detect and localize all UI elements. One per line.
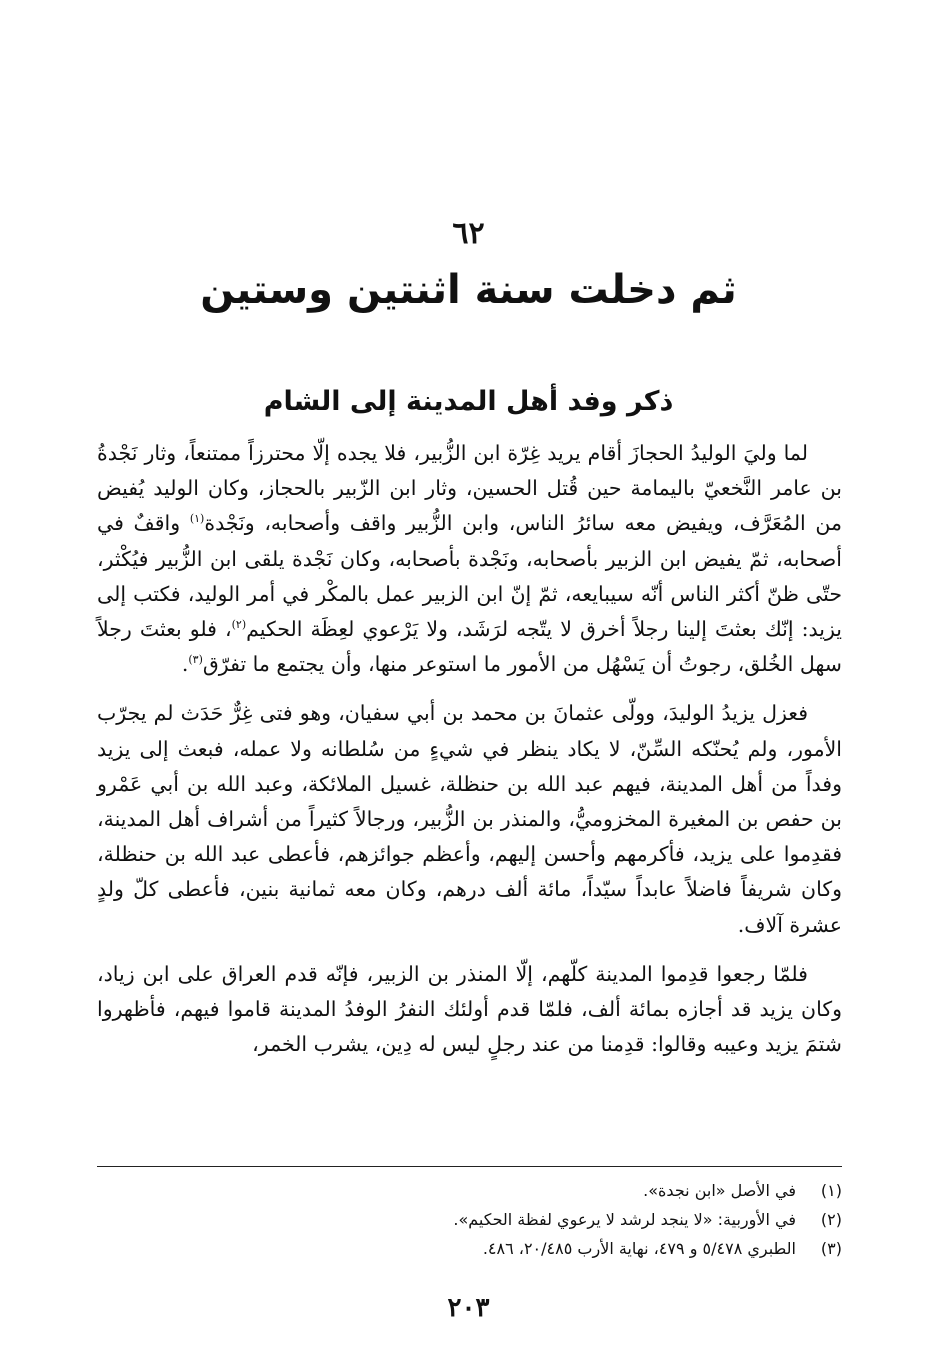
footnote-text: في الأصل «ابن نجدة». [643, 1181, 796, 1200]
footnote-2 [97, 1205, 842, 1234]
footnote-1 [97, 1176, 842, 1205]
page-number: ٢٠٣ [447, 1293, 490, 1323]
paragraph-1 [97, 436, 842, 682]
paragraph-1-part-2: واقفٌ في أصحابه، ثمّ يفيض ابن الزبير بأصحابه، ونَجْدة بأصحابه، وكان نَجْدة يلقى ابن الزُّبير فيُكْثر، حتّى ظنّ أكثر الناس أنّه سيبايعه، ثمّ إنّ ابن الزبير عمل بالمكْر في أمر الوليد، فكتب إلى يزيد: إنّك بعثتَ إلينا رجلاً أخرق لا يتّجه لرَشَد، ولا يَرْعوي لعِظَة الحكيم [97, 511, 842, 642]
footnote-ref-3: (٣) [188, 653, 203, 667]
chapter-title: ثم دخلت سنة اثنتين وستين [200, 267, 737, 313]
footnote-ref-1: (١) [189, 512, 205, 526]
body-text [97, 436, 842, 1062]
footnote-number: (٢) [820, 1210, 842, 1229]
paragraph-3: فلمّا رجعوا قدِموا المدينة كلّهم، إلّا المنذر بن الزبير، فإنّه قدم العراق على ابن زياد، وكان يزيد قد أجازه بمائة ألف، فلمّا قدم أولئك النفرُ الوفدُ المدينة قاموا فيهم، فأظهروا شتمَ يزيد وعيبه وقالوا: قدِمنا من عند رجلٍ ليس له دِين، يشرب الخمر، [97, 961, 842, 1057]
paragraph-1-part-4: . [181, 652, 189, 677]
footnotes [97, 1176, 842, 1263]
footnote-text: الطبري ٥/٤٧٨ و ٤٧٩، نهاية الأرب ٢٠/٤٨٥، ٤٨٦. [482, 1239, 796, 1258]
chapter-number: ٦٢ [452, 216, 485, 251]
footnote-3 [97, 1234, 842, 1263]
footnote-text: في الأوربية: «لا ينجد لرشد لا يرعوي لفظة الحكيم». [453, 1210, 796, 1229]
footnote-ref-2: (٢) [231, 618, 247, 632]
footnote-number: (٣) [820, 1239, 842, 1258]
footnote-number: (١) [820, 1181, 842, 1200]
paragraph-1-part-1: لما وليَ الوليدُ الحجازَ أقام يريد غِرّة ابن الزُّبير، فلا يجده إلّا محترزاً ممتنعاً، وثار نَجْدةُ بن عامر النَّخعيّ باليمامة حين قُتل الحسين، وثار ابن الزّبير بالحجاز، وكان الوليد يُفيض من المُعَرَّف، ويفيض معه سائرُ الناس، وابن الزُّبير واقف وأصحابه، ونَجْدة [97, 441, 842, 536]
footnote-divider [97, 1166, 842, 1167]
paragraph-2: فعزل يزيدُ الوليدَ، وولّى عثمانَ بن محمد بن أبي سفيان، وهو فتى غِرٌّ حَدَث لم يجرّب الأمور، ولم يُحنّكه السِّنّ، لا يكاد ينظر في شيءٍ من سُلطانه ولا عمله، فبعث إلى يزيد وفداً من أهل المدينة، فيهم عبد الله بن حنظلة، غسيل الملائكة، وعبد الله بن أبي عَمْرو بن حفص بن المغيرة المخزوميُّ، والمنذر بن الزُّبير، ورجالاً كثيراً من أشراف أهل المدينة، فقدِموا على يزيد، فأكرمهم وأحسن إليهم، وأعظم جوائزهم، فأعطى عبد الله بن حنظلة، وكان شريفاً فاضلاً عابداً سيّداً، مائة ألف درهم، وكان معه ثمانية بنين، فأعطى كلّ ولدٍ عشرة آلاف. [97, 701, 842, 937]
section-title: ذكر وفد أهل المدينة إلى الشام [263, 386, 674, 417]
paragraph-1-part-3: ، فلو بعثتَ رجلاً سهل الخُلق، رجوتُ أن يَسْهُل من الأمور ما استوعر منها، وأن يجتمع ما تفرّق [97, 617, 842, 677]
